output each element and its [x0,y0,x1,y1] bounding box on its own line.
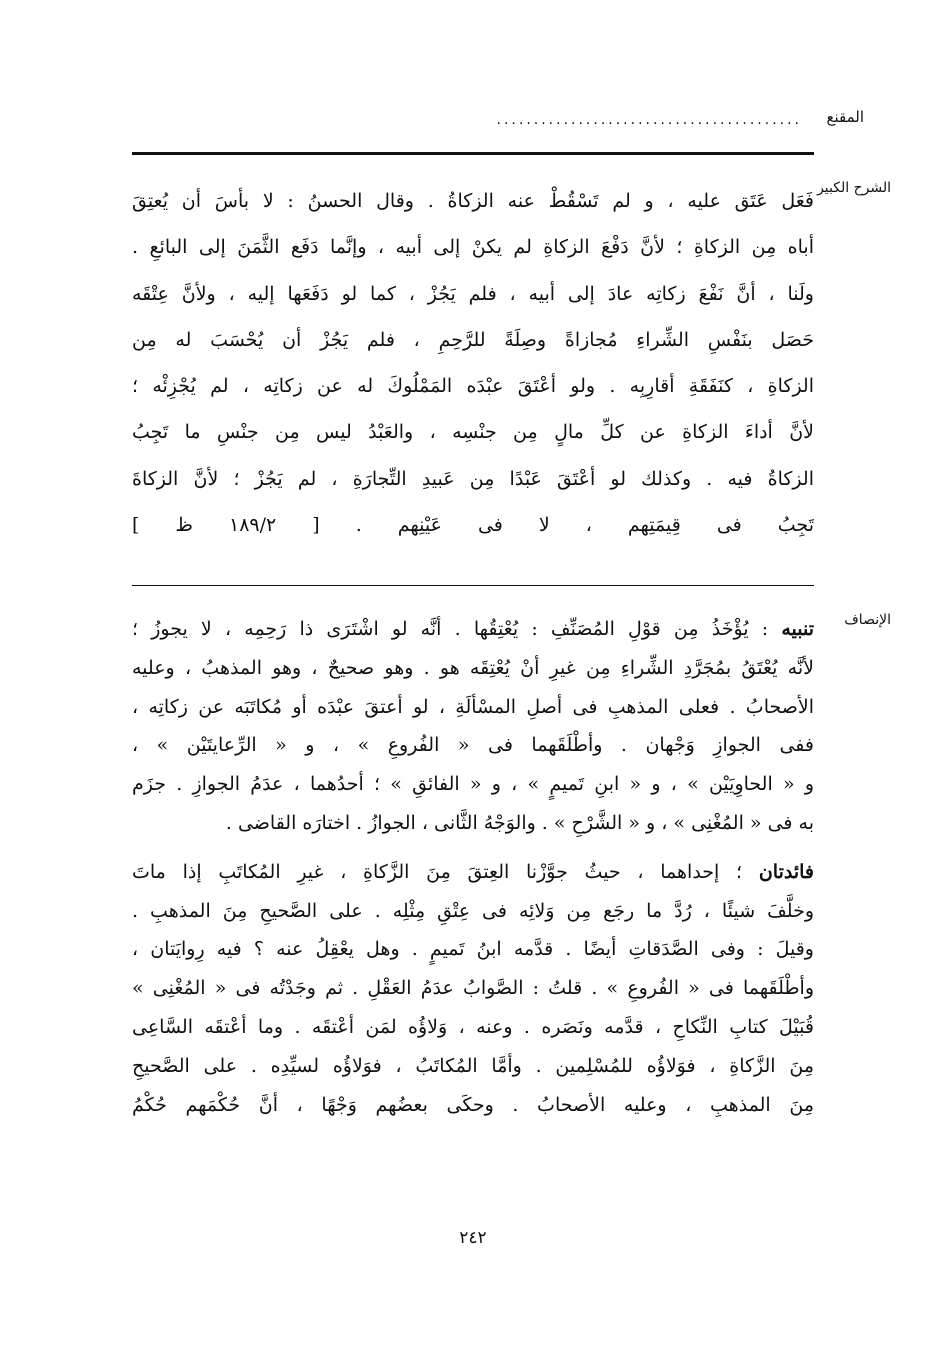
insaf-line [132,853,814,892]
insaf-line: الأصحابُ . فعلى المذهبِ فى أصلِ المسْألَةِ ، لو أعتقَ عبْدَه أو مُكاتَبَه عن زكاتِه ، [132,695,814,718]
insaf-line: قُبَيْلَ كتابِ النِّكاحِ ، قدَّمه ونَصَره . وعنه ، وَلاؤُه لمَن أعْتقَه . وما أعْتقَه السَّاعِى [132,1015,814,1038]
section-divider [132,585,814,586]
insaf-line: ففى الجوازِ وَجْهان . وأطْلَقَهما فى « الفُروعِ » ، و « الرِّعايتَيْن » ، [132,734,814,757]
insaf-line: و « الحاوِيَيْن » ، و « ابنِ تَميمٍ » ، و « الفائقِ » ؛ أحدُهما ، عدَمُ الجوازِ . جزَم [132,773,814,796]
insaf-section [132,610,814,1124]
insaf-line: وأطْلَقَهما فى « الفُروعِ » . قلتُ : الصَّوابُ عدَمُ العَقْلِ . ثم وجَدْتُه فى « المُغْنِى » [132,977,814,1000]
sharh-line: أباه مِن الزكاةِ ؛ لأنَّ دَفْعَ الزكاةِ لم يكنْ إلى أبيه ، وإنَّما دَفَع الثَّمَنَ إلى البائعِ . [132,236,814,259]
sharh-line: ولَنا ، أنَّ نَفْعَ زكاتِه عادَ إلى أبيه ، فلم يَجُزْ ، كما لو دَفَعَها إليه ، ولأنَّ عِتْقَه [132,282,814,305]
faida-heading: فائدتان [758,860,814,883]
tanbih-text: : يُؤْخَذُ مِن قوْلِ المُصَنِّفِ : يُعْتِقُها . أنَّه لو اشْتَرَى ذا رَحِمِه ، لا يجوزُ ؛ [132,618,769,640]
sharh-section [132,178,814,548]
sharh-line: تَجِبُ فى قِيمَتِهم ، لا فى عَيْنِهم . [ ١٨٩/٢ ظ ] [132,514,814,537]
insaf-line: مِنَ الزَّكاةِ ، فوَلاؤُه للمُسْلِمين . وأمَّا المُكاتَبُ ، فوَلاؤُه لسيِّدِه . على الصَّحيحِ [132,1054,814,1077]
sharh-line: لأنَّ أداءَ الزكاةِ عن كلِّ مالٍ مِن جنْسِه ، والعَبْدُ ليس مِن جنْسِ ما تَجِبُ [132,421,814,444]
header-rule [132,152,814,155]
sharh-line: حَصَل بنَفْسِ الشِّراءِ مُجازاةً وصِلَةً للرَّحِمِ ، فلم يَجُزْ أن يُحْسَبَ له مِن [132,328,814,351]
insaf-line: مِنَ المذهبِ ، وعليه الأصحابُ . وحكَى بعضُهم وَجْهًا ، أنَّ حُكْمَهم حُكْمُ [132,1093,814,1116]
running-header-dots: ......................................... [496,112,802,128]
page-number: ٢٤٢ [459,1228,487,1248]
insaf-line [132,610,814,649]
sharh-line: فَعَل عَتَق عليه ، و لم تَسْقُطْ عنه الزكاةُ . وقال الحسنُ : لا بأسَ أن يُعتِقَ [132,190,814,212]
running-header-title: المقنع [826,108,864,126]
sharh-line: الزكاةِ ، كنَفَقَةِ أقارِبِه . ولو أعْتَقَ عبْدَه المَمْلُوكَ له عن زكاتِه ، لم يُجْزِئْه ؛ [132,375,814,398]
side-label-insaf: الإنصاف [844,612,891,628]
insaf-line: به فى « المُغْنِى » ، و « الشَّرْحِ » . والوَجْهُ الثَّانى ، الجوازُ . اختارَه القاضى . [225,811,814,834]
side-label-sharh: الشرح الكبير [817,180,891,196]
tanbih-heading: تنبيه [781,618,814,640]
insaf-line: وقيلَ : وفى الصَّدَقاتِ أيضًا . قدَّمه ابنُ تَميمٍ . وهل يعْقِلُ عنه ؟ فيه رِوايَتان ، [132,938,814,961]
insaf-line: وخلَّفَ شيئًا ، رُدَّ ما رجَع مِن وَلائِه فى عِتْقِ مِثْلِه . على الصَّحيحِ مِنَ المذهبِ . [132,899,814,922]
sharh-line: الزكاةُ فيه . وكذلك لو أعْتَقَ عَبْدًا مِن عَبيدِ التِّجارَةِ ، لم يَجُزْ ؛ لأنَّ الزكاةَ [132,467,814,490]
insaf-line: لأنَّه يُعْتَقُ بمُجَرَّدِ الشِّراءِ مِن غيرِ أنْ يُعْتِقَه هو . وهو صحيحٌ ، وهو المذهبُ ، وعليه [132,656,814,679]
faida-text: ؛ إحداهما ، حيثُ جوَّزْنا العِتقَ مِنَ الزَّكاةِ ، غيرِ المُكاتَبِ إذا ماتَ [132,860,743,883]
